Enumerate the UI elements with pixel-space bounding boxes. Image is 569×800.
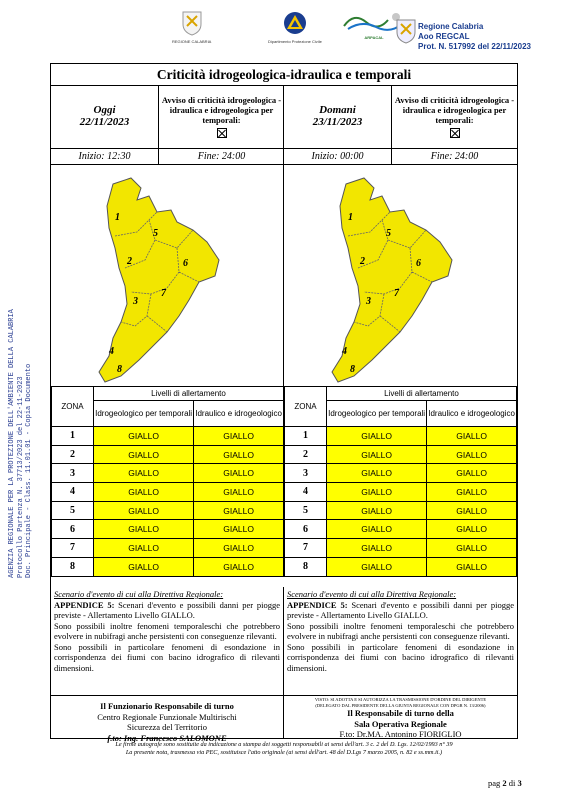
- alert-level: GIALLO: [427, 501, 517, 520]
- alert-level: GIALLO: [427, 557, 517, 576]
- alert-level: GIALLO: [427, 520, 517, 539]
- alert-level: GIALLO: [94, 464, 194, 483]
- map-zone-2: 2: [127, 256, 132, 267]
- alert-level: GIALLO: [194, 557, 284, 576]
- protezione-civile-logo: [268, 10, 322, 44]
- today-start: Inizio: 12:30: [51, 149, 159, 165]
- alert-level: GIALLO: [427, 483, 517, 502]
- map-zone-8: 8: [117, 364, 122, 375]
- tomorrow-panel: [284, 86, 517, 386]
- table-row: 8 GIALLO GIALLO: [285, 557, 517, 576]
- alert-level: GIALLO: [194, 427, 284, 446]
- alert-level: GIALLO: [94, 427, 194, 446]
- protocol-stamp: [8, 238, 42, 578]
- regione-calabria-logo: [172, 10, 211, 44]
- map-zone-6: 6: [416, 258, 421, 269]
- region-name: Regione Calabria: [418, 22, 484, 31]
- table-row: 1 GIALLO GIALLO: [285, 427, 517, 446]
- regione-crest-small-icon: [395, 18, 417, 44]
- logo-caption: ARPACAL: [364, 35, 384, 40]
- alert-level: GIALLO: [94, 520, 194, 539]
- scenario-heading: Scenario d'evento di cui alla Direttiva Regionale:: [54, 589, 224, 599]
- zone-header: ZONA: [285, 387, 327, 427]
- avviso-text: Avviso di criticità idrogeologica - idraulica e idrogeologica per temporali:: [394, 95, 515, 125]
- alert-level: GIALLO: [427, 445, 517, 464]
- alert-level: GIALLO: [194, 464, 284, 483]
- alert-level: GIALLO: [427, 539, 517, 558]
- map-zone-3: 3: [133, 296, 138, 307]
- alert-level: GIALLO: [327, 464, 427, 483]
- col-header-temporali: Idrogeologico per temporali: [94, 401, 194, 427]
- alert-level: GIALLO: [327, 427, 427, 446]
- map-zone-8: 8: [350, 364, 355, 375]
- today-alert-table: [51, 386, 284, 577]
- table-row: 3 GIALLO GIALLO: [285, 464, 517, 483]
- logo-caption: Dipartimento Protezione Civile: [268, 39, 322, 44]
- alert-level: GIALLO: [427, 427, 517, 446]
- table-row: 6 GIALLO GIALLO: [285, 520, 517, 539]
- map-zone-4: 4: [342, 346, 347, 357]
- day-label: Oggi: [93, 104, 116, 116]
- today-avviso: [159, 86, 284, 149]
- alert-level: GIALLO: [94, 445, 194, 464]
- alert-level: GIALLO: [94, 539, 194, 558]
- table-row: 6 GIALLO GIALLO: [52, 520, 284, 539]
- avviso-text: Avviso di criticità idrogeologica - idraulica e idrogeologica per temporali:: [161, 95, 282, 125]
- avviso-checkbox: [217, 128, 227, 138]
- alert-level: GIALLO: [327, 483, 427, 502]
- alert-level: GIALLO: [327, 445, 427, 464]
- day-date: 23/11/2023: [312, 116, 363, 128]
- table-row: 3 GIALLO GIALLO: [52, 464, 284, 483]
- table-row: 7 GIALLO GIALLO: [285, 539, 517, 558]
- table-row: 5 GIALLO GIALLO: [52, 501, 284, 520]
- map-zone-5: 5: [153, 228, 158, 239]
- alert-level: GIALLO: [94, 557, 194, 576]
- map-zone-7: 7: [161, 288, 166, 299]
- day-label: Domani: [319, 104, 356, 116]
- scenario-heading: Scenario d'evento di cui alla Direttiva Regionale:: [287, 589, 457, 599]
- bulletin-frame: [50, 63, 518, 743]
- alert-level: GIALLO: [194, 483, 284, 502]
- today-end: Fine: 24:00: [159, 149, 284, 165]
- col-header-idraulico: Idraulico e idrogeologico: [194, 401, 284, 427]
- scenario-p3: Sono possibili in particolare fenomeni di esondazione in corrispondenza dei fiumi con bacino idrografico di rilevanti dimensioni.: [287, 641, 514, 673]
- table-row: 7 GIALLO GIALLO: [52, 539, 284, 558]
- protocol-number: Prot. N. 517992 del 22/11/2023: [418, 42, 531, 51]
- aoo-label: Aoo REGCAL: [418, 32, 470, 41]
- table-row: 2 GIALLO GIALLO: [285, 445, 517, 464]
- map-zone-3: 3: [366, 296, 371, 307]
- protezione-civile-icon: [282, 10, 308, 36]
- table-row: 2 GIALLO GIALLO: [52, 445, 284, 464]
- scenario-p2: Sono possibili inoltre fenomeni temporaleschi che potrebbero evolvere in nubifragi anche persistenti con conseguenze rilevanti.: [54, 620, 280, 641]
- table-row: 4 GIALLO GIALLO: [52, 483, 284, 502]
- map-zone-6: 6: [183, 258, 188, 269]
- col-header-idraulico: Idraulico e idrogeologico: [427, 401, 517, 427]
- table-row: 5 GIALLO GIALLO: [285, 501, 517, 520]
- levels-header: Livelli di allertamento: [327, 387, 517, 401]
- zone-header: ZONA: [52, 387, 94, 427]
- stamp-line-3: Doc. Principale - Class. 11.01.01 - Copia Documento: [25, 363, 33, 578]
- today-scenario: [51, 587, 284, 695]
- table-row: 1 GIALLO GIALLO: [52, 427, 284, 446]
- alert-level: GIALLO: [427, 464, 517, 483]
- alert-level: GIALLO: [327, 539, 427, 558]
- tomorrow-alert-table: [284, 386, 517, 577]
- logo-caption: REGIONE CALABRIA: [172, 39, 212, 44]
- tomorrow-start: Inizio: 00:00: [284, 149, 392, 165]
- alert-level: GIALLO: [327, 557, 427, 576]
- table-row: 4 GIALLO GIALLO: [285, 483, 517, 502]
- signature-funzionario: Il Funzionario Responsabile di turno Centro Regionale Funzionale Multirischi Sicurezza del Territorio f.to: Ing. Francesco SALOMONE: [51, 695, 284, 739]
- scenario-p1: APPENDICE 5: Scenari d'evento e possibili danni per piogge previste - Allertamento Livello GIALLO.: [287, 599, 514, 620]
- protocol-block: [418, 22, 531, 52]
- alert-level: GIALLO: [194, 445, 284, 464]
- header-bar: [0, 0, 569, 60]
- alert-level: GIALLO: [327, 520, 427, 539]
- map-zone-1: 1: [348, 212, 353, 223]
- day-date: 22/11/2023: [79, 116, 130, 128]
- alert-level: GIALLO: [194, 520, 284, 539]
- tomorrow-end: Fine: 24:00: [392, 149, 517, 165]
- map-zone-4: 4: [109, 346, 114, 357]
- map-zone-1: 1: [115, 212, 120, 223]
- today-panel: [51, 86, 284, 386]
- table-row: 8 GIALLO GIALLO: [52, 557, 284, 576]
- legal-footer: Le firme autografe sono sostituite da indicazione a stampa dei soggetti responsabili ai sensi dell'art. 3 c. 2 del D. Lgs. 12/02/1993 n° 39 La presente nota, trasmessa via PEC, sostituisce l'atto originale (ai sensi dell'art. 48 del D.Lgs 7 marzo 2005, n. 82 e ss.mm.ii.): [115, 741, 453, 756]
- stamp-line-2: Protocollo Partenza N. 37713/2023 del 22-11-2023: [16, 376, 25, 578]
- scenario-p3: Sono possibili in particolare fenomeni di esondazione in corrispondenza dei fiumi con bacino idrografico di rilevanti dimensioni.: [54, 641, 280, 673]
- tomorrow-avviso: [392, 86, 517, 149]
- alert-level: GIALLO: [327, 501, 427, 520]
- today-map: [91, 176, 231, 386]
- today-date-box: [51, 86, 159, 149]
- scenario-p1: APPENDICE 5: Scenari d'evento e possibili danni per piogge previste - Allertamento Livello GIALLO.: [54, 599, 280, 620]
- tomorrow-date-box: [284, 86, 392, 149]
- page-number: pag 2 di 3: [488, 778, 522, 788]
- signature-sala-operativa: VISTO: SI ADOTTA E SI AUTORIZZA LA TRASMISSIONE D'ORDINE DEL DIRIGENTE (DELEGATO DAL PRESIDENTE DELLA GIUNTA REGIONALE CON DPGR N. 13/2006) Il Responsabile di turno della Sala Operativa Regionale F.to: Dr.MA. Antonino FIORIGLIO: [284, 695, 517, 739]
- scenario-p2: Sono possibili inoltre fenomeni temporaleschi che potrebbero evolvere in nubifragi anche persistenti con conseguenze rilevanti.: [287, 620, 514, 641]
- calabria-map-icon: [324, 176, 464, 386]
- map-zone-7: 7: [394, 288, 399, 299]
- bulletin-title: Criticità idrogeologica-idraulica e temporali: [51, 64, 517, 86]
- alert-level: GIALLO: [94, 483, 194, 502]
- col-header-temporali: Idrogeologico per temporali: [327, 401, 427, 427]
- map-zone-5: 5: [386, 228, 391, 239]
- alert-level: GIALLO: [194, 539, 284, 558]
- levels-header: Livelli di allertamento: [94, 387, 284, 401]
- stamp-line-1: AGENZIA REGIONALE PER LA PROTEZIONE DELL'AMBIENTE DELLA CALABRIA: [8, 309, 16, 578]
- map-zone-2: 2: [360, 256, 365, 267]
- tomorrow-map: [324, 176, 464, 386]
- alert-level: GIALLO: [194, 501, 284, 520]
- calabria-map-icon: [91, 176, 231, 386]
- regione-crest-icon: [181, 10, 203, 36]
- alert-level: GIALLO: [94, 501, 194, 520]
- tomorrow-scenario: [284, 587, 517, 695]
- avviso-checkbox: [450, 128, 460, 138]
